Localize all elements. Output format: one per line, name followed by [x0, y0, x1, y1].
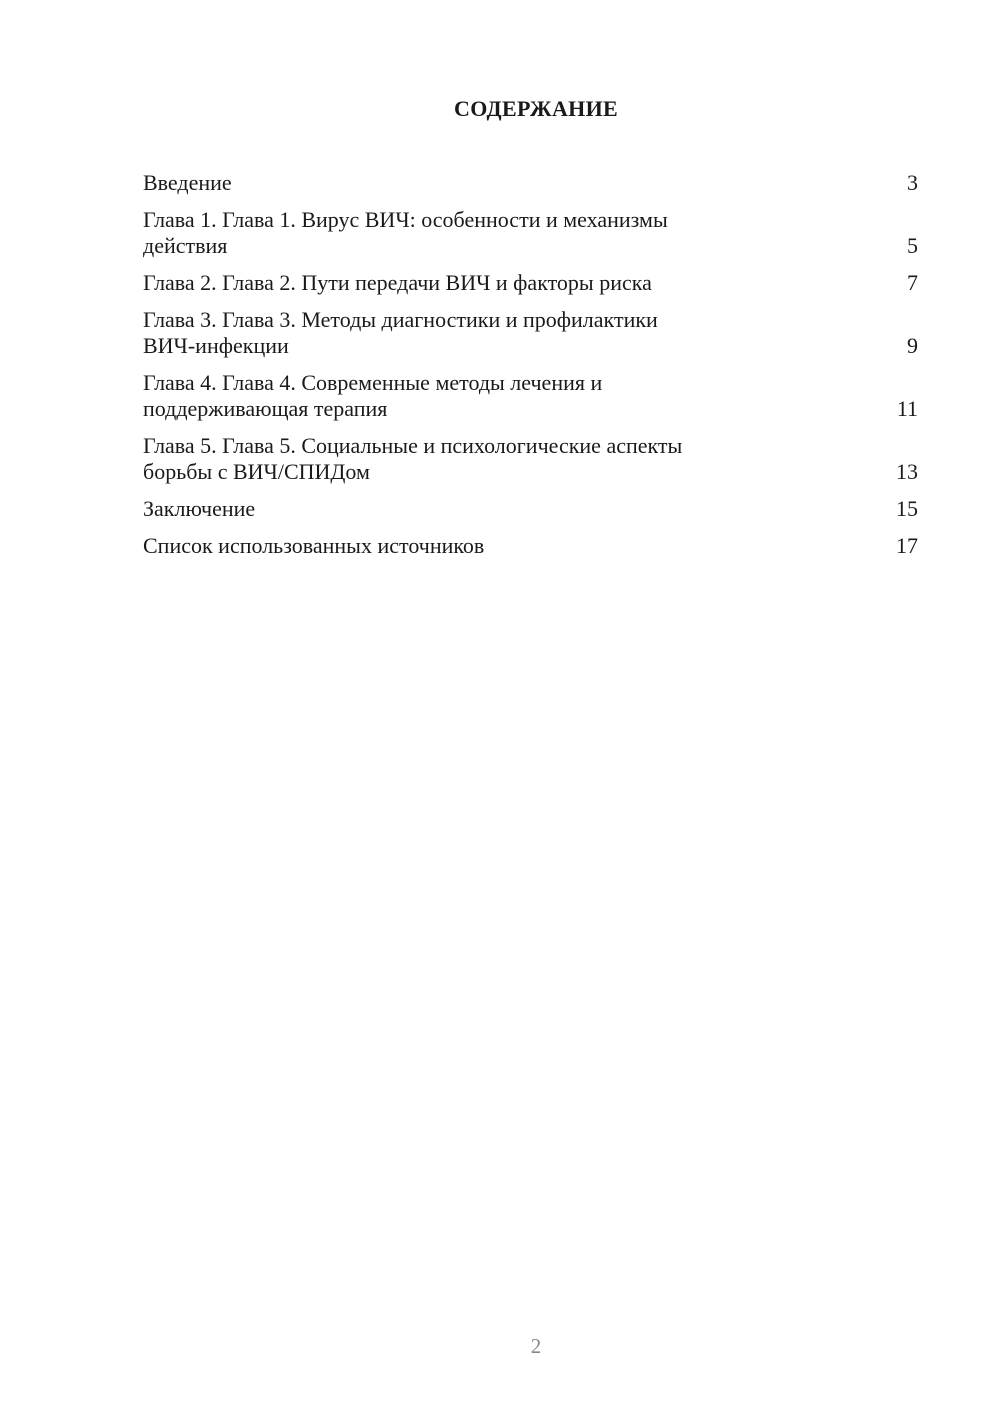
toc-entry-title: Глава 3. Глава 3. Методы диагностики и профилактики ВИЧ-инфекции [143, 307, 658, 358]
toc-entry-page: 15 [896, 496, 918, 521]
page-title: СОДЕРЖАНИЕ [454, 96, 618, 121]
toc-entry-conclusion [143, 496, 918, 522]
page-number: 2 [530, 1334, 542, 1358]
toc-entry-references [143, 533, 918, 559]
toc-entry-page: 7 [907, 270, 918, 295]
toc-entry-page: 17 [896, 533, 918, 558]
toc-entry-page: 11 [896, 396, 918, 421]
toc-entry-title: Введение [143, 170, 232, 195]
toc-entry-title: Глава 4. Глава 4. Современные методы лечения и поддерживающая терапия [143, 370, 603, 421]
toc-entry-chapter-4 [143, 370, 918, 422]
toc-entry-introduction [143, 170, 918, 196]
toc-entry-page: 3 [907, 170, 918, 195]
toc-entry-title: Глава 2. Глава 2. Пути передачи ВИЧ и факторы риска [143, 270, 652, 295]
table-of-contents [143, 170, 918, 570]
toc-entry-title: Глава 1. Глава 1. Вирус ВИЧ: особенности и механизмы действия [143, 207, 668, 258]
toc-entry-page: 9 [907, 333, 918, 358]
toc-entry-chapter-3 [143, 307, 918, 359]
toc-entry-chapter-5 [143, 433, 918, 485]
toc-entry-page: 13 [896, 459, 918, 484]
toc-entry-chapter-2 [143, 270, 918, 296]
toc-entry-title: Заключение [143, 496, 256, 521]
toc-entry-chapter-1 [143, 207, 918, 259]
toc-entry-title: Глава 5. Глава 5. Социальные и психологические аспекты борьбы с ВИЧ/СПИДом [143, 433, 683, 484]
toc-entry-page: 5 [907, 233, 918, 258]
toc-entry-title: Список использованных источников [143, 533, 485, 558]
